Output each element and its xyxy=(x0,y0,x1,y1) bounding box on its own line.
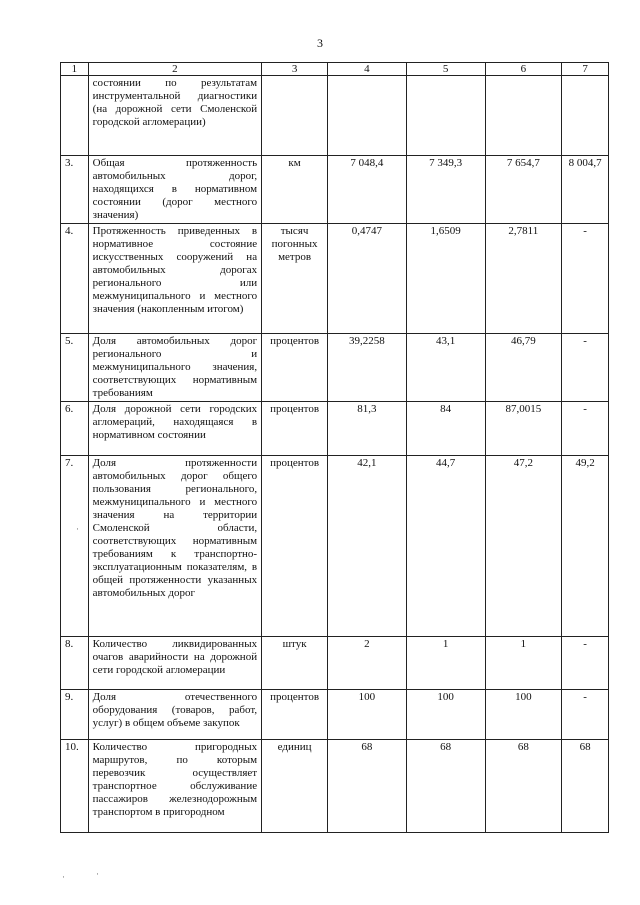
value-cell: 100 xyxy=(406,690,485,740)
indicator-name: Количество пригородных маршрутов, по которым перевозчик осуществляет транспортное обслуживание пассажиров железнодорожным транспортом в пригородном xyxy=(88,740,261,833)
row-number: 3. xyxy=(61,156,89,224)
unit-cell: тысяч погонных метров xyxy=(262,224,328,334)
row-number xyxy=(61,76,89,156)
table-header-row xyxy=(61,63,609,76)
value-cell: - xyxy=(562,224,609,334)
header-cell: 5 xyxy=(406,63,485,76)
unit-cell: единиц xyxy=(262,740,328,833)
indicator-name: Доля дорожной сети городских агломераций, находящаяся в нормативном состоянии xyxy=(88,402,261,456)
indicator-name: состоянии по результатам инструментальной диагностики (на дорожной сети Смоленской городской агломерации) xyxy=(88,76,261,156)
value-cell: - xyxy=(562,402,609,456)
table-row xyxy=(61,76,609,156)
table-row xyxy=(61,156,609,224)
value-cell: 43,1 xyxy=(406,334,485,402)
value-cell: 68 xyxy=(562,740,609,833)
indicator-name: Доля протяженности автомобильных дорог общего пользования регионального, межмуниципального и местного значения на территории Смоленской области, соответствующих нормативным требованиям к транспортно-эксплуатационным показателям, в общей протяженности указанных автомобильных дорог xyxy=(88,456,261,637)
indicators-table xyxy=(60,62,609,833)
value-cell: - xyxy=(562,334,609,402)
scan-speck: · xyxy=(76,524,79,534)
value-cell: - xyxy=(562,690,609,740)
row-number: 5. xyxy=(61,334,89,402)
value-cell: 1,6509 xyxy=(406,224,485,334)
unit-cell: штук xyxy=(262,637,328,690)
header-cell: 6 xyxy=(485,63,562,76)
table-row xyxy=(61,456,609,637)
unit-cell: процентов xyxy=(262,334,328,402)
value-cell: 68 xyxy=(485,740,562,833)
row-number: 10. xyxy=(61,740,89,833)
indicator-name: Количество ликвидированных очагов аварийности на дорожной сети городской агломерации xyxy=(88,637,261,690)
header-cell: 1 xyxy=(61,63,89,76)
value-cell: 49,2 xyxy=(562,456,609,637)
row-number: 4. xyxy=(61,224,89,334)
table-row xyxy=(61,224,609,334)
header-cell: 4 xyxy=(328,63,407,76)
indicator-name: Общая протяженность автомобильных дорог, находящихся в нормативном состоянии (дорог местного значения) xyxy=(88,156,261,224)
value-cell xyxy=(328,76,407,156)
row-number: 9. xyxy=(61,690,89,740)
row-number: 6. xyxy=(61,402,89,456)
header-cell: 3 xyxy=(262,63,328,76)
value-cell: 8 004,7 xyxy=(562,156,609,224)
scan-speck: · xyxy=(62,872,65,882)
table-row xyxy=(61,637,609,690)
value-cell: 2,7811 xyxy=(485,224,562,334)
unit-cell: км xyxy=(262,156,328,224)
value-cell: 47,2 xyxy=(485,456,562,637)
value-cell: 2 xyxy=(328,637,407,690)
value-cell: 46,79 xyxy=(485,334,562,402)
table-row xyxy=(61,402,609,456)
header-cell: 7 xyxy=(562,63,609,76)
header-cell: 2 xyxy=(88,63,261,76)
value-cell: 1 xyxy=(485,637,562,690)
indicator-name: Протяженность приведенных в нормативное состояние искусственных сооружений на автомобильных дорогах регионального или межмуниципального и местного значения (накопленным итогом) xyxy=(88,224,261,334)
value-cell: 68 xyxy=(328,740,407,833)
unit-cell: процентов xyxy=(262,402,328,456)
value-cell xyxy=(562,76,609,156)
value-cell: 68 xyxy=(406,740,485,833)
value-cell xyxy=(485,76,562,156)
value-cell: 1 xyxy=(406,637,485,690)
unit-cell: процентов xyxy=(262,456,328,637)
value-cell: 7 349,3 xyxy=(406,156,485,224)
unit-cell xyxy=(262,76,328,156)
table-row xyxy=(61,334,609,402)
table-row xyxy=(61,740,609,833)
value-cell: 0,4747 xyxy=(328,224,407,334)
value-cell: 44,7 xyxy=(406,456,485,637)
value-cell: 84 xyxy=(406,402,485,456)
value-cell xyxy=(406,76,485,156)
value-cell: 81,3 xyxy=(328,402,407,456)
value-cell: 87,0015 xyxy=(485,402,562,456)
value-cell: 7 048,4 xyxy=(328,156,407,224)
table-row xyxy=(61,690,609,740)
row-number: 8. xyxy=(61,637,89,690)
value-cell: 39,2258 xyxy=(328,334,407,402)
row-number: 7. xyxy=(61,456,89,637)
indicator-name: Доля отечественного оборудования (товаров, работ, услуг) в общем объеме закупок xyxy=(88,690,261,740)
value-cell: 100 xyxy=(328,690,407,740)
value-cell: 7 654,7 xyxy=(485,156,562,224)
page-number: 3 xyxy=(317,36,323,50)
value-cell: 42,1 xyxy=(328,456,407,637)
unit-cell: процентов xyxy=(262,690,328,740)
value-cell: 100 xyxy=(485,690,562,740)
table-body xyxy=(61,76,609,833)
indicator-name: Доля автомобильных дорог регионального и межмуниципального значения, соответствующих нормативным требованиям xyxy=(88,334,261,402)
scan-speck: · xyxy=(96,869,99,879)
value-cell: - xyxy=(562,637,609,690)
